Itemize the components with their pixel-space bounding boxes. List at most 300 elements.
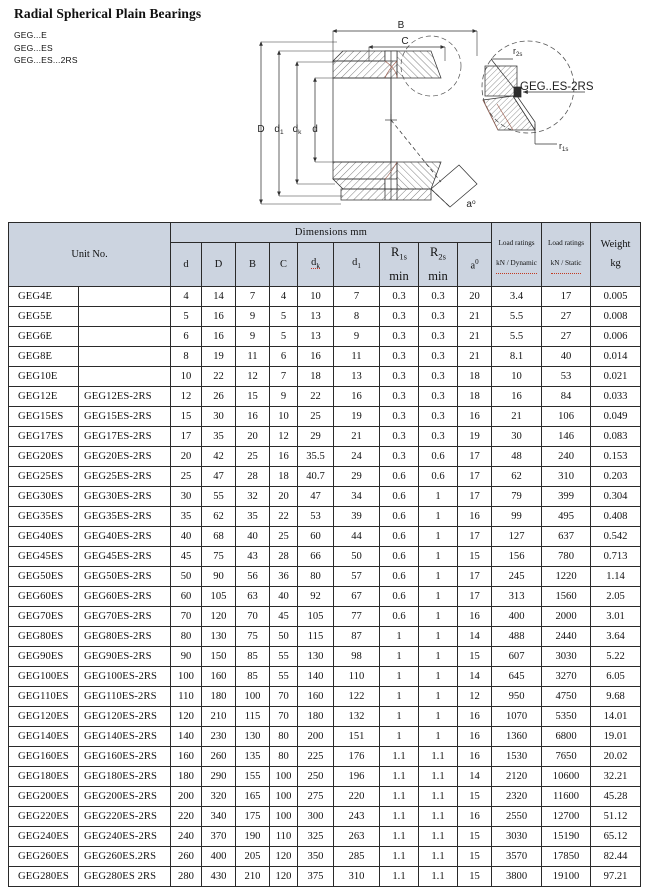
cell-C: 120 bbox=[270, 866, 298, 886]
table-row bbox=[9, 406, 641, 426]
cell-D: 230 bbox=[202, 726, 236, 746]
cell-dk: 130 bbox=[298, 646, 334, 666]
cell-cstat: 17 bbox=[542, 286, 591, 306]
cell-D: 16 bbox=[202, 326, 236, 346]
cell-cdyn: 99 bbox=[492, 506, 542, 526]
table-row bbox=[9, 726, 641, 746]
cell-B: 35 bbox=[236, 506, 270, 526]
cell-r1: 1 bbox=[380, 646, 419, 666]
cell-d1: 196 bbox=[334, 766, 380, 786]
cell-unit-no-secondary: GEG200ES-2RS bbox=[79, 786, 171, 806]
cell-r1: 1 bbox=[380, 706, 419, 726]
title-block bbox=[14, 6, 201, 67]
cell-unit-no-secondary: GEG100ES-2RS bbox=[79, 666, 171, 686]
cell-r2: 1.1 bbox=[419, 846, 458, 866]
cell-d: 15 bbox=[171, 406, 202, 426]
cell-wt: 20.02 bbox=[591, 746, 641, 766]
subtitle-line-2: GEG...ES bbox=[14, 42, 53, 53]
cell-dk: 325 bbox=[298, 826, 334, 846]
cell-C: 40 bbox=[270, 586, 298, 606]
cell-r1: 1.1 bbox=[380, 826, 419, 846]
cell-d: 10 bbox=[171, 366, 202, 386]
table-row bbox=[9, 766, 641, 786]
cell-dk: 105 bbox=[298, 606, 334, 626]
cell-r2: 1 bbox=[419, 706, 458, 726]
cell-C: 100 bbox=[270, 806, 298, 826]
cell-d1: 132 bbox=[334, 706, 380, 726]
cell-cdyn: 400 bbox=[492, 606, 542, 626]
cell-d: 280 bbox=[171, 866, 202, 886]
cell-unit-no-primary: GEG4E bbox=[9, 286, 79, 306]
cell-a: 15 bbox=[458, 546, 492, 566]
cell-unit-no-secondary: GEG45ES-2RS bbox=[79, 546, 171, 566]
cell-cstat: 7650 bbox=[542, 746, 591, 766]
cell-wt: 0.408 bbox=[591, 506, 641, 526]
cell-d1: 13 bbox=[334, 366, 380, 386]
cell-a: 17 bbox=[458, 586, 492, 606]
col-header-C: C bbox=[270, 243, 298, 287]
cell-C: 55 bbox=[270, 646, 298, 666]
cell-r2: 1 bbox=[419, 506, 458, 526]
cell-r1: 1 bbox=[380, 666, 419, 686]
table-row bbox=[9, 586, 641, 606]
cell-unit-no-secondary bbox=[79, 366, 171, 386]
bearing-technical-drawing bbox=[245, 4, 645, 216]
cell-r1: 1.1 bbox=[380, 806, 419, 826]
cell-a: 18 bbox=[458, 366, 492, 386]
cell-d1: 9 bbox=[334, 326, 380, 346]
cell-d: 5 bbox=[171, 306, 202, 326]
cell-cdyn: 16 bbox=[492, 386, 542, 406]
cell-B: 205 bbox=[236, 846, 270, 866]
cell-r1: 0.6 bbox=[380, 606, 419, 626]
table-row bbox=[9, 386, 641, 406]
cell-cstat: 3270 bbox=[542, 666, 591, 686]
cell-cstat: 27 bbox=[542, 306, 591, 326]
cell-cstat: 495 bbox=[542, 506, 591, 526]
cell-D: 160 bbox=[202, 666, 236, 686]
cell-dk: 60 bbox=[298, 526, 334, 546]
cell-unit-no-secondary: GEG15ES-2RS bbox=[79, 406, 171, 426]
cell-cstat: 780 bbox=[542, 546, 591, 566]
cell-B: 9 bbox=[236, 326, 270, 346]
cell-C: 80 bbox=[270, 746, 298, 766]
cell-d1: 24 bbox=[334, 446, 380, 466]
table-row bbox=[9, 706, 641, 726]
cell-r1: 0.6 bbox=[380, 466, 419, 486]
cell-dk: 16 bbox=[298, 346, 334, 366]
cell-r1: 0.3 bbox=[380, 346, 419, 366]
cell-r2: 0.3 bbox=[419, 386, 458, 406]
cell-r1: 0.3 bbox=[380, 406, 419, 426]
col-header-r1s-min: $R_{1s}$ min bbox=[380, 243, 419, 287]
cell-B: 16 bbox=[236, 406, 270, 426]
cell-d: 110 bbox=[171, 686, 202, 706]
cell-dk: 275 bbox=[298, 786, 334, 806]
cell-r2: 1.1 bbox=[419, 826, 458, 846]
cell-unit-no-primary: GEG15ES bbox=[9, 406, 79, 426]
cell-C: 7 bbox=[270, 366, 298, 386]
cell-dk: 35.5 bbox=[298, 446, 334, 466]
specification-table-wrapper bbox=[8, 222, 640, 887]
cell-a: 16 bbox=[458, 706, 492, 726]
cell-r2: 0.3 bbox=[419, 366, 458, 386]
cell-d1: 7 bbox=[334, 286, 380, 306]
cell-D: 55 bbox=[202, 486, 236, 506]
cell-D: 290 bbox=[202, 766, 236, 786]
detail-callout-label: GEG..ES-2RS bbox=[520, 81, 594, 93]
cell-r2: 1 bbox=[419, 486, 458, 506]
cell-r2: 1 bbox=[419, 626, 458, 646]
cell-cdyn: 3800 bbox=[492, 866, 542, 886]
cell-wt: 19.01 bbox=[591, 726, 641, 746]
cell-r1: 0.3 bbox=[380, 326, 419, 346]
cell-wt: 0.542 bbox=[591, 526, 641, 546]
cell-cdyn: 8.1 bbox=[492, 346, 542, 366]
load-static-top-label: Load ratings bbox=[547, 239, 585, 248]
cell-cdyn: 607 bbox=[492, 646, 542, 666]
cell-r1: 1.1 bbox=[380, 846, 419, 866]
cell-d1: 67 bbox=[334, 586, 380, 606]
cell-dk: 10 bbox=[298, 286, 334, 306]
cell-a: 12 bbox=[458, 686, 492, 706]
cell-r2: 1.1 bbox=[419, 806, 458, 826]
cell-B: 85 bbox=[236, 666, 270, 686]
cell-unit-no-secondary: GEG50ES-2RS bbox=[79, 566, 171, 586]
cell-C: 70 bbox=[270, 706, 298, 726]
table-row bbox=[9, 806, 641, 826]
cell-d1: 220 bbox=[334, 786, 380, 806]
cell-B: 115 bbox=[236, 706, 270, 726]
cell-cstat: 2000 bbox=[542, 606, 591, 626]
cell-dk: 250 bbox=[298, 766, 334, 786]
table-row bbox=[9, 686, 641, 706]
cell-unit-no-primary: GEG100ES bbox=[9, 666, 79, 686]
cell-a: 21 bbox=[458, 306, 492, 326]
cell-B: 56 bbox=[236, 566, 270, 586]
cell-D: 430 bbox=[202, 866, 236, 886]
cell-wt: 14.01 bbox=[591, 706, 641, 726]
bearing-specification-table bbox=[8, 222, 641, 887]
cell-unit-no-secondary: GEG120ES-2RS bbox=[79, 706, 171, 726]
dim-label-d: d bbox=[312, 124, 318, 135]
cell-C: 12 bbox=[270, 426, 298, 446]
cell-cdyn: 3570 bbox=[492, 846, 542, 866]
cell-cstat: 10600 bbox=[542, 766, 591, 786]
cell-d1: 110 bbox=[334, 666, 380, 686]
cell-B: 100 bbox=[236, 686, 270, 706]
cell-d1: 50 bbox=[334, 546, 380, 566]
cell-d1: 243 bbox=[334, 806, 380, 826]
col-group-load-dynamic bbox=[492, 223, 542, 287]
cell-unit-no-primary: GEG90ES bbox=[9, 646, 79, 666]
cell-cdyn: 950 bbox=[492, 686, 542, 706]
dim-label-C: C bbox=[401, 36, 409, 47]
cell-d1: 77 bbox=[334, 606, 380, 626]
cell-r2: 1 bbox=[419, 546, 458, 566]
cell-wt: 0.203 bbox=[591, 466, 641, 486]
cell-cdyn: 2550 bbox=[492, 806, 542, 826]
cell-d1: 310 bbox=[334, 866, 380, 886]
cell-B: 9 bbox=[236, 306, 270, 326]
cell-unit-no-primary: GEG110ES bbox=[9, 686, 79, 706]
page-title: Radial Spherical Plain Bearings bbox=[14, 6, 202, 21]
cell-wt: 0.006 bbox=[591, 326, 641, 346]
cell-d: 80 bbox=[171, 626, 202, 646]
cell-B: 155 bbox=[236, 766, 270, 786]
cell-a: 14 bbox=[458, 766, 492, 786]
cell-d: 30 bbox=[171, 486, 202, 506]
cell-d1: 34 bbox=[334, 486, 380, 506]
cell-C: 5 bbox=[270, 326, 298, 346]
cell-d: 4 bbox=[171, 286, 202, 306]
cell-a: 15 bbox=[458, 646, 492, 666]
cell-C: 100 bbox=[270, 786, 298, 806]
cell-unit-no-primary: GEG17ES bbox=[9, 426, 79, 446]
cell-dk: 47 bbox=[298, 486, 334, 506]
cell-a: 16 bbox=[458, 506, 492, 526]
cell-B: 32 bbox=[236, 486, 270, 506]
weight-top-label: Weight bbox=[600, 239, 631, 251]
table-row bbox=[9, 366, 641, 386]
cell-B: 135 bbox=[236, 746, 270, 766]
cell-unit-no-primary: GEG180ES bbox=[9, 766, 79, 786]
cell-r2: 1 bbox=[419, 526, 458, 546]
cell-cdyn: 79 bbox=[492, 486, 542, 506]
table-row bbox=[9, 346, 641, 366]
cell-r2: 0.3 bbox=[419, 286, 458, 306]
cell-r1: 0.3 bbox=[380, 286, 419, 306]
cell-unit-no-primary: GEG45ES bbox=[9, 546, 79, 566]
cell-r2: 0.3 bbox=[419, 306, 458, 326]
cell-B: 12 bbox=[236, 366, 270, 386]
cell-C: 4 bbox=[270, 286, 298, 306]
cell-cdyn: 2120 bbox=[492, 766, 542, 786]
cell-D: 68 bbox=[202, 526, 236, 546]
cell-B: 63 bbox=[236, 586, 270, 606]
cell-cstat: 17850 bbox=[542, 846, 591, 866]
table-row bbox=[9, 486, 641, 506]
cell-d1: 44 bbox=[334, 526, 380, 546]
cell-dk: 300 bbox=[298, 806, 334, 826]
cell-unit-no-secondary: GEG110ES-2RS bbox=[79, 686, 171, 706]
cell-d1: 263 bbox=[334, 826, 380, 846]
table-row bbox=[9, 666, 641, 686]
cell-unit-no-secondary: GEG30ES-2RS bbox=[79, 486, 171, 506]
cell-dk: 80 bbox=[298, 566, 334, 586]
cell-wt: 3.01 bbox=[591, 606, 641, 626]
col-header-r2s-min: $R_{2s}$ min bbox=[419, 243, 458, 287]
cell-C: 18 bbox=[270, 466, 298, 486]
cell-d1: 87 bbox=[334, 626, 380, 646]
cell-a: 15 bbox=[458, 866, 492, 886]
cell-dk: 25 bbox=[298, 406, 334, 426]
cell-wt: 0.033 bbox=[591, 386, 641, 406]
cell-wt: 0.014 bbox=[591, 346, 641, 366]
table-row bbox=[9, 426, 641, 446]
cell-C: 110 bbox=[270, 826, 298, 846]
cell-cstat: 19100 bbox=[542, 866, 591, 886]
cell-dk: 13 bbox=[298, 326, 334, 346]
cell-r2: 1 bbox=[419, 566, 458, 586]
cell-r1: 0.6 bbox=[380, 486, 419, 506]
cell-d: 25 bbox=[171, 466, 202, 486]
cell-a: 14 bbox=[458, 666, 492, 686]
cell-r1: 0.3 bbox=[380, 446, 419, 466]
cell-a: 14 bbox=[458, 626, 492, 646]
cell-cdyn: 48 bbox=[492, 446, 542, 466]
cell-cdyn: 2320 bbox=[492, 786, 542, 806]
cell-dk: 22 bbox=[298, 386, 334, 406]
cell-wt: 6.05 bbox=[591, 666, 641, 686]
table-row bbox=[9, 786, 641, 806]
cell-C: 120 bbox=[270, 846, 298, 866]
cell-a: 16 bbox=[458, 606, 492, 626]
cell-unit-no-secondary: GEG40ES-2RS bbox=[79, 526, 171, 546]
cell-cdyn: 645 bbox=[492, 666, 542, 686]
cell-wt: 0.304 bbox=[591, 486, 641, 506]
cell-B: 130 bbox=[236, 726, 270, 746]
cell-wt: 0.049 bbox=[591, 406, 641, 426]
cell-d1: 151 bbox=[334, 726, 380, 746]
cell-cdyn: 5.5 bbox=[492, 326, 542, 346]
cell-cdyn: 1360 bbox=[492, 726, 542, 746]
cell-d: 160 bbox=[171, 746, 202, 766]
cell-r2: 1 bbox=[419, 666, 458, 686]
cell-cdyn: 127 bbox=[492, 526, 542, 546]
cell-r1: 0.6 bbox=[380, 546, 419, 566]
cell-dk: 375 bbox=[298, 866, 334, 886]
cell-r1: 1 bbox=[380, 726, 419, 746]
cell-d1: 11 bbox=[334, 346, 380, 366]
cell-d: 140 bbox=[171, 726, 202, 746]
cell-wt: 5.22 bbox=[591, 646, 641, 666]
cell-r1: 1.1 bbox=[380, 866, 419, 886]
cell-unit-no-primary: GEG50ES bbox=[9, 566, 79, 586]
cell-r1: 1.1 bbox=[380, 746, 419, 766]
cell-unit-no-primary: GEG5E bbox=[9, 306, 79, 326]
cell-r2: 0.3 bbox=[419, 406, 458, 426]
col-header-B: B bbox=[236, 243, 270, 287]
cell-D: 62 bbox=[202, 506, 236, 526]
cell-B: 175 bbox=[236, 806, 270, 826]
load-dynamic-bottom-label: kN / Dynamic bbox=[496, 254, 537, 274]
cell-unit-no-secondary: GEG90ES-2RS bbox=[79, 646, 171, 666]
cell-unit-no-secondary bbox=[79, 326, 171, 346]
cell-d: 100 bbox=[171, 666, 202, 686]
cell-r1: 0.3 bbox=[380, 366, 419, 386]
cell-d1: 16 bbox=[334, 386, 380, 406]
table-row bbox=[9, 566, 641, 586]
cell-unit-no-primary: GEG120ES bbox=[9, 706, 79, 726]
cell-r2: 0.6 bbox=[419, 466, 458, 486]
cell-D: 320 bbox=[202, 786, 236, 806]
cell-unit-no-secondary: GEG25ES-2RS bbox=[79, 466, 171, 486]
cell-r2: 1 bbox=[419, 606, 458, 626]
cell-C: 28 bbox=[270, 546, 298, 566]
cell-cdyn: 21 bbox=[492, 406, 542, 426]
table-row bbox=[9, 646, 641, 666]
cell-unit-no-secondary: GEG140ES-2RS bbox=[79, 726, 171, 746]
cell-C: 5 bbox=[270, 306, 298, 326]
cell-dk: 53 bbox=[298, 506, 334, 526]
cell-r1: 0.6 bbox=[380, 506, 419, 526]
cell-D: 105 bbox=[202, 586, 236, 606]
cell-unit-no-primary: GEG200ES bbox=[9, 786, 79, 806]
subtitle-line-1: GEG...E bbox=[14, 30, 48, 40]
cell-r1: 0.3 bbox=[380, 386, 419, 406]
col-header-D-outer: D bbox=[202, 243, 236, 287]
cell-d1: 19 bbox=[334, 406, 380, 426]
cell-wt: 65.12 bbox=[591, 826, 641, 846]
weight-unit-label: kg bbox=[610, 258, 621, 270]
cell-d: 40 bbox=[171, 526, 202, 546]
cell-cstat: 12700 bbox=[542, 806, 591, 826]
cell-d1: 8 bbox=[334, 306, 380, 326]
cell-C: 25 bbox=[270, 526, 298, 546]
table-row bbox=[9, 446, 641, 466]
cell-wt: 0.008 bbox=[591, 306, 641, 326]
col-header-dk: $d_k$ bbox=[298, 243, 334, 287]
cell-C: 16 bbox=[270, 446, 298, 466]
cell-cstat: 3030 bbox=[542, 646, 591, 666]
cell-unit-no-primary: GEG12E bbox=[9, 386, 79, 406]
cell-D: 47 bbox=[202, 466, 236, 486]
cell-unit-no-secondary bbox=[79, 346, 171, 366]
cell-wt: 0.713 bbox=[591, 546, 641, 566]
cell-dk: 200 bbox=[298, 726, 334, 746]
col-group-unit-no: Unit No. bbox=[9, 223, 171, 287]
cell-d1: 57 bbox=[334, 566, 380, 586]
cell-unit-no-primary: GEG140ES bbox=[9, 726, 79, 746]
cell-D: 370 bbox=[202, 826, 236, 846]
cell-unit-no-primary: GEG25ES bbox=[9, 466, 79, 486]
cell-B: 190 bbox=[236, 826, 270, 846]
cell-r2: 0.3 bbox=[419, 326, 458, 346]
cell-wt: 0.083 bbox=[591, 426, 641, 446]
cell-unit-no-primary: GEG240ES bbox=[9, 826, 79, 846]
cell-dk: 180 bbox=[298, 706, 334, 726]
cell-unit-no-primary: GEG40ES bbox=[9, 526, 79, 546]
subtitle-line-3: GEG...ES...2RS bbox=[14, 55, 78, 65]
load-static-bottom-label: kN / Static bbox=[551, 254, 582, 274]
cell-B: 165 bbox=[236, 786, 270, 806]
cell-r2: 1 bbox=[419, 586, 458, 606]
cell-cstat: 15190 bbox=[542, 826, 591, 846]
cell-wt: 97.21 bbox=[591, 866, 641, 886]
cell-unit-no-primary: GEG80ES bbox=[9, 626, 79, 646]
cell-r1: 0.3 bbox=[380, 426, 419, 446]
cell-d: 260 bbox=[171, 846, 202, 866]
cell-D: 120 bbox=[202, 606, 236, 626]
table-row bbox=[9, 826, 641, 846]
cell-a: 17 bbox=[458, 526, 492, 546]
cell-r1: 0.3 bbox=[380, 306, 419, 326]
cell-D: 30 bbox=[202, 406, 236, 426]
cell-unit-no-secondary: GEG160ES-2RS bbox=[79, 746, 171, 766]
cell-D: 16 bbox=[202, 306, 236, 326]
cell-d: 20 bbox=[171, 446, 202, 466]
cell-d1: 176 bbox=[334, 746, 380, 766]
cell-d1: 29 bbox=[334, 466, 380, 486]
cell-unit-no-secondary: GEG70ES-2RS bbox=[79, 606, 171, 626]
cell-wt: 32.21 bbox=[591, 766, 641, 786]
table-row bbox=[9, 466, 641, 486]
cell-C: 50 bbox=[270, 626, 298, 646]
cell-a: 20 bbox=[458, 286, 492, 306]
cell-r2: 1.1 bbox=[419, 786, 458, 806]
col-header-d1: $d_1$ bbox=[334, 243, 380, 287]
